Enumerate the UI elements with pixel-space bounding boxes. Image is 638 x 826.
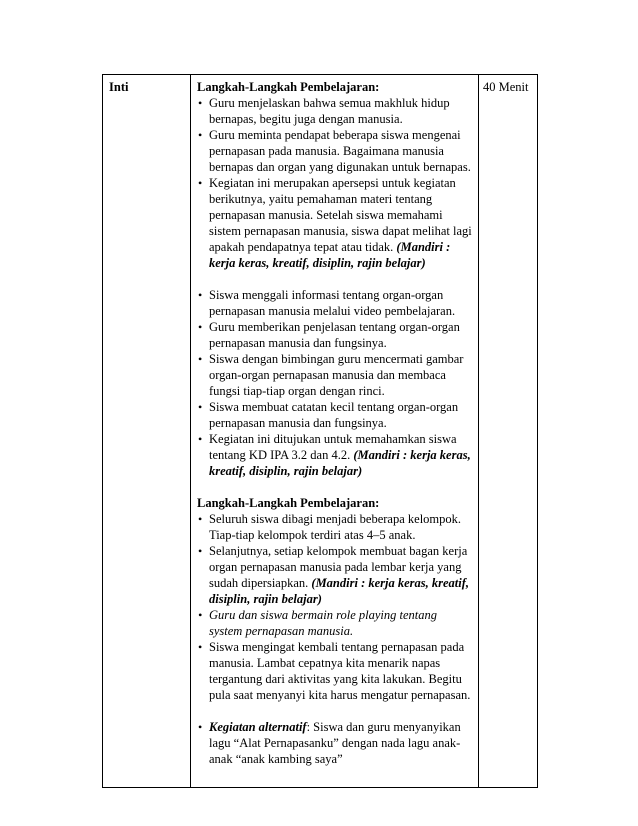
activity-list [197,287,472,479]
alternative-activity-label: Kegiatan alternatif [209,720,307,734]
spacer [197,479,472,495]
list-item [209,431,472,479]
character-values-note: (Mandiri : kerja keras, kreatif, disiplin, rajin belajar) [209,576,470,606]
section-heading: Langkah-Langkah Pembelajaran: [197,80,380,94]
list-item: • Siswa membuat catatan kecil tentang organ-organ pernapasan manusia dan fungsinya. [209,399,472,431]
list-item: • Siswa mengingat kembali tentang pernapasan pada manusia. Lambat cepatnya kita menarik napas tergantung dari aktivitas yang kita lakukan. Begitu pula saat menyanyi kita harus mengatur pernapasan. [209,639,472,703]
list-item: • Siswa menggali informasi tentang organ-organ pernapasan manusia melalui video pembelajaran. [209,287,472,319]
list-item: • Siswa dengan bimbingan guru mencermati gambar organ-organ pernapasan manusia dan membaca fungsi tiap-tiap organ dengan rinci. [209,351,472,399]
spacer [197,271,472,287]
list-item [209,719,472,767]
table-row [103,75,538,788]
phase-label: Inti [109,80,129,94]
spacer [197,703,472,719]
duration-cell [479,75,538,788]
lesson-table [102,74,538,788]
item-text: Selanjutnya, setiap kelompok membuat bagan kerja organ pernapasan manusia pada lembar kerja yang sudah dipersiapkan. [209,544,468,590]
section-heading: Langkah-Langkah Pembelajaran: [197,496,380,510]
list-item: • Guru meminta pendapat beberapa siswa mengenai pernapasan pada manusia. Bagaimana manusia bernapas dan organ yang digunakan untuk bernapas. [209,127,472,175]
list-item: • Guru menjelaskan bahwa semua makhluk hidup bernapas, begitu juga dengan manusia. [209,95,472,127]
activity-list [197,95,472,271]
item-text: Kegiatan ini ditujukan untuk memahamkan siswa tentang KD IPA 3.2 dan 4.2. [209,432,457,462]
phase-cell [103,75,191,788]
list-item: • Guru memberikan penjelasan tentang organ-organ pernapasan manusia dan fungsinya. [209,319,472,351]
character-values-note: (Mandiri : kerja keras, kreatif, disiplin, rajin belajar) [209,240,451,270]
activities-cell [191,75,479,788]
activity-list [197,719,472,767]
item-text: Kegiatan ini merupakan apersepsi untuk kegiatan berikutnya, yaitu pemahaman materi tentang pernapasan manusia. Setelah siswa memahami sistem pernapasan manusia, siswa dapat melihat lagi apakah pendapatnya tepat atau tidak. [209,176,472,254]
activities-content [191,75,478,787]
list-item: • Seluruh siswa dibagi menjadi beberapa kelompok. Tiap-tiap kelompok terdiri atas 4–5 anak. [209,511,472,543]
list-item: • Guru dan siswa bermain role playing tentang system pernapasan manusia. [209,607,472,639]
character-values-note: (Mandiri : kerja keras, kreatif, disiplin, rajin belajar) [209,448,471,478]
list-item [209,175,472,271]
activity-list [197,511,472,703]
list-item [209,543,472,607]
duration-label: 40 Menit [483,80,529,94]
item-text: : Siswa dan guru menyanyikan lagu “Alat Pernapasanku” dengan nada lagu anak-anak “anak kambing saya” [209,720,461,766]
